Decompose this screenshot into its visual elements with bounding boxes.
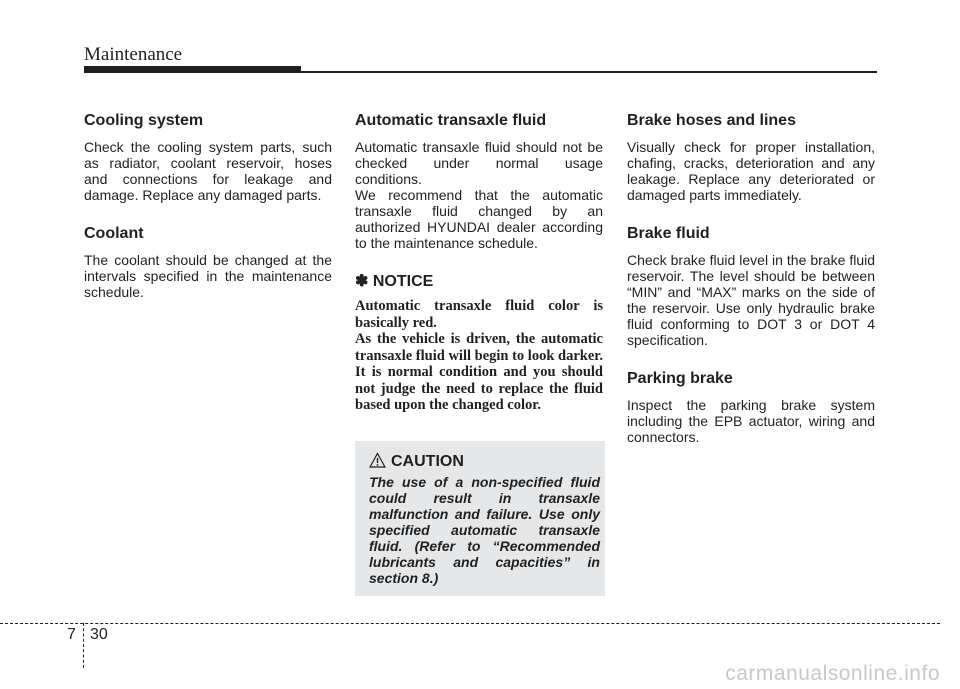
section-title: Maintenance [84,44,183,65]
notice-heading: ✽ NOTICE [355,273,434,290]
cooling-system-text: Check the cooling system parts, such as radiator, coolant reservoir, hoses and connections for leakage and damage. Replace any damaged parts. [84,139,332,203]
parking-brake-text: Inspect the parking brake system including the EPB actuator, wiring and connectors. [627,397,875,445]
brake-hoses-heading: Brake hoses and lines [627,112,796,129]
transaxle-text-1: Automatic transaxle fluid should not be checked under normal usage conditions. [355,139,603,187]
chapter-number: 7 [67,626,76,643]
brake-hoses-text: Visually check for proper installation, chafing, cracks, deterioration and any leakage. Replace any deteriorated or damaged parts immediately. [627,139,875,203]
coolant-heading: Coolant [84,225,144,242]
caution-text: The use of a non-specified fluid could result in transaxle malfunction and failure. Use only specified automatic transaxle fluid. (Refer to “Recommended lubricants and capacities” in section 8.) [369,474,600,586]
brake-fluid-text: Check brake fluid level in the brake fluid reservoir. The level should be between “MIN” and “MAX” marks on the side of the reservoir. Use only hydraulic brake fluid conforming to DOT 3 or DOT 4 specification. [627,252,875,348]
warning-triangle-icon [369,452,386,468]
page-number: 30 [90,626,108,643]
notice-text-1: Automatic transaxle fluid color is basically red. [355,298,603,331]
column-middle [355,112,603,414]
transaxle-heading: Automatic transaxle fluid [355,112,547,129]
column-right [627,112,875,467]
notice-text-3: It is normal condition and you should not judge the need to replace the fluid based upon the changed color. [355,364,603,413]
caution-title: CAUTION [391,453,464,470]
parking-brake-heading: Parking brake [627,370,733,387]
header-rule [301,71,877,73]
transaxle-text-2: We recommend that the automatic transaxle fluid changed by an authorized HYUNDAI dealer according to the maintenance schedule. [355,187,603,251]
footer-rule [0,623,940,624]
watermark: carmanualsonline.info [725,662,940,685]
column-left [84,112,332,322]
brake-fluid-heading: Brake fluid [627,225,710,242]
header-bar [84,66,301,73]
coolant-text: The coolant should be changed at the intervals specified in the maintenance schedule. [84,252,332,300]
cooling-system-heading: Cooling system [84,112,204,129]
caution-box [355,441,605,596]
footer-divider [83,623,84,668]
notice-text-2: As the vehicle is driven, the automatic transaxle fluid will begin to look darker. [355,331,604,364]
